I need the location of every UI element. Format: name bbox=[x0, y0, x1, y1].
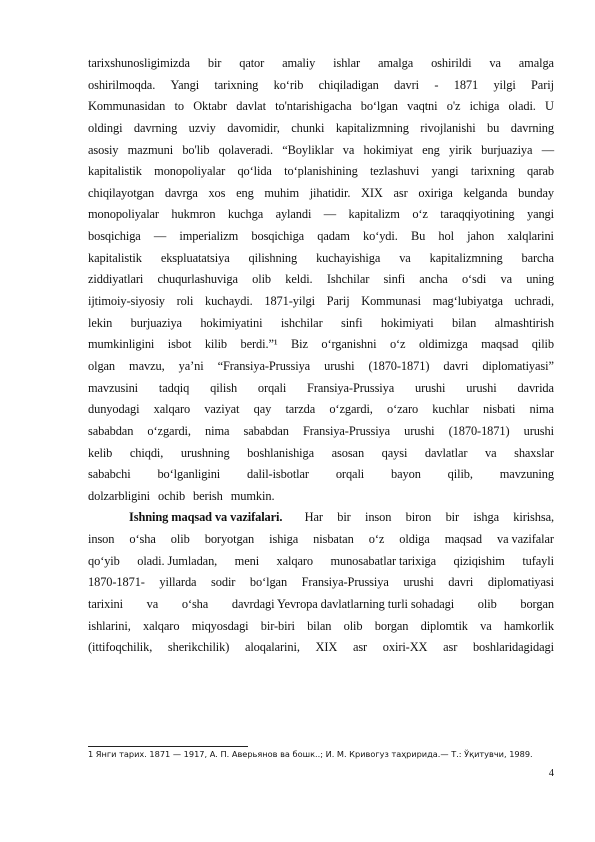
word: ziddiyatlari bbox=[88, 272, 144, 287]
word: tarixini bbox=[88, 597, 123, 612]
word: Bu bbox=[410, 229, 426, 244]
word: sababchi bbox=[88, 467, 131, 482]
word: va bbox=[500, 272, 512, 287]
word: o‘sdi bbox=[461, 272, 487, 287]
word: dalil-isbotlar bbox=[247, 467, 309, 482]
word: davrida bbox=[517, 380, 554, 395]
word: munosabatlar tarixiga bbox=[330, 553, 437, 568]
word: Kommunasidan bbox=[88, 99, 166, 114]
word: bu bbox=[487, 120, 500, 135]
word: qaysi bbox=[381, 445, 408, 460]
word: boryotgan bbox=[204, 532, 255, 547]
word: chiqiladigan bbox=[318, 77, 379, 92]
word: davri bbox=[448, 575, 474, 590]
word: “Boyliklar bbox=[282, 142, 334, 157]
word: miqyosdagi bbox=[191, 618, 249, 633]
word: o‘sha bbox=[181, 597, 209, 612]
word: o‘z bbox=[368, 532, 385, 547]
word: o‘rganishni bbox=[321, 337, 377, 352]
word: va bbox=[480, 618, 492, 633]
text-line bbox=[88, 204, 554, 226]
word: ijtimoiy-siyosiy bbox=[88, 294, 165, 309]
word: amaliy bbox=[282, 56, 316, 70]
word: mag‘lubiyatga bbox=[432, 294, 503, 309]
word: chiqdi, bbox=[129, 445, 164, 460]
word: urushi bbox=[404, 423, 435, 438]
word: hokimiyat bbox=[363, 142, 413, 157]
word: ya’ni bbox=[178, 358, 204, 373]
word: meni bbox=[234, 553, 260, 568]
word: taraqqiyotining bbox=[440, 207, 515, 222]
word: ishchilar bbox=[280, 315, 323, 330]
word: kapitalistik bbox=[88, 250, 142, 265]
word: bir bbox=[207, 56, 222, 70]
word: qiziqishim bbox=[453, 553, 505, 568]
word: jahon bbox=[467, 229, 495, 244]
word: ichiga bbox=[469, 99, 500, 114]
word: oladi. Jumladan, bbox=[137, 553, 218, 568]
text-line bbox=[88, 140, 554, 162]
word: kuchayishiga bbox=[316, 250, 381, 265]
word: urushi bbox=[324, 358, 355, 373]
word: chiqilayotgan bbox=[88, 185, 155, 200]
word: bosqichiga bbox=[88, 229, 141, 244]
word: oxiriga bbox=[418, 185, 453, 200]
word: boshlaridagidagi bbox=[472, 640, 554, 655]
word: U bbox=[545, 99, 554, 114]
word: Parij bbox=[326, 294, 350, 309]
word: borgan bbox=[520, 597, 554, 612]
word: nisbatan bbox=[313, 532, 354, 547]
word: ko‘ydi. bbox=[363, 229, 398, 244]
word: mavzusini bbox=[88, 380, 139, 395]
footnote: 1 Янги тарих. 1871 — 1917, А. П. Аверьянов ва бошк..; И. М. Кривогуз таҳририда.— Т.: Ўқитувчи, 1989. bbox=[88, 749, 533, 759]
body-text bbox=[88, 53, 554, 659]
word: hamkorlik bbox=[503, 618, 554, 633]
word: bilan bbox=[307, 618, 332, 633]
word: olib bbox=[170, 532, 190, 547]
text-line bbox=[88, 399, 554, 421]
word: chunki bbox=[291, 120, 325, 135]
word: oshirilmoqda. bbox=[88, 77, 156, 92]
word: oldiga bbox=[399, 532, 430, 547]
word: xalqlarini bbox=[507, 229, 554, 244]
word: amalga bbox=[377, 56, 414, 70]
word: aloqalarini, bbox=[244, 640, 300, 655]
word: - bbox=[434, 77, 439, 92]
word: ishlar bbox=[333, 56, 361, 70]
word: o'z bbox=[446, 99, 461, 114]
word: Har bbox=[304, 510, 323, 525]
word: mavzuning bbox=[499, 467, 554, 482]
word: kuchga bbox=[227, 207, 264, 222]
word: va vazifalar bbox=[497, 532, 554, 547]
word: berdi.”¹ bbox=[240, 337, 278, 352]
text-line bbox=[88, 378, 554, 400]
word: (ittifoqchilik, bbox=[88, 640, 153, 655]
text-line bbox=[88, 161, 554, 183]
word: qay bbox=[253, 402, 272, 417]
word: sinfi bbox=[340, 315, 363, 330]
word: uchradi, bbox=[514, 294, 554, 309]
word: mumkinligini bbox=[88, 337, 155, 352]
word: bunday bbox=[518, 185, 554, 200]
word: uzviy bbox=[188, 120, 216, 135]
text-line bbox=[88, 356, 554, 378]
word: qo‘lida bbox=[237, 164, 272, 179]
word: tarixning bbox=[214, 77, 259, 92]
word: — bbox=[153, 229, 167, 244]
word: davlat bbox=[236, 99, 266, 114]
word: kilib bbox=[204, 337, 228, 352]
word: kuchlar bbox=[432, 402, 469, 417]
word: asr bbox=[352, 640, 368, 655]
word: 1871 bbox=[453, 77, 479, 92]
word: yillarda bbox=[159, 575, 197, 590]
text-line bbox=[88, 421, 554, 443]
text-line bbox=[88, 529, 554, 551]
text-line bbox=[88, 291, 554, 313]
word: tarzda bbox=[285, 402, 316, 417]
word: kapitalizmning bbox=[335, 120, 409, 135]
word: xalqaro bbox=[153, 402, 191, 417]
word: amalga bbox=[518, 56, 554, 70]
word: to‘planishining bbox=[284, 164, 358, 179]
word: xos bbox=[208, 185, 226, 200]
word: boshlanishiga bbox=[247, 445, 314, 460]
word: hokimiyati bbox=[380, 315, 434, 330]
word: sababdan bbox=[243, 423, 289, 438]
word: Parij bbox=[531, 77, 554, 92]
word: XIX bbox=[361, 185, 383, 200]
word: borgan bbox=[374, 618, 409, 633]
word: qolaveradi. bbox=[218, 142, 273, 157]
word: va bbox=[489, 56, 501, 70]
word: isbot bbox=[167, 337, 192, 352]
word: chuqurlashuviga bbox=[157, 272, 238, 287]
word: urushi bbox=[523, 423, 554, 438]
word: Biz bbox=[290, 337, 308, 352]
word: keldi. bbox=[285, 272, 313, 287]
word: bir bbox=[445, 510, 460, 525]
word: orqali bbox=[257, 380, 287, 395]
text-line bbox=[88, 248, 554, 270]
word: — bbox=[323, 207, 337, 222]
word: aylandi bbox=[275, 207, 312, 222]
word: vaqtni bbox=[407, 99, 438, 114]
word: ochib bbox=[158, 488, 186, 503]
word: (1870-1871) bbox=[448, 423, 510, 438]
text-line bbox=[88, 334, 554, 356]
text-line bbox=[88, 269, 554, 291]
word: muhim bbox=[264, 185, 299, 200]
word: burjuaziya bbox=[481, 142, 533, 157]
word: xalqaro bbox=[276, 553, 313, 568]
word: o‘z bbox=[389, 337, 406, 352]
word: roli bbox=[176, 294, 194, 309]
word: xalqaro bbox=[142, 618, 180, 633]
word: o‘sha bbox=[129, 532, 156, 547]
word: to'ntarishigacha bbox=[275, 99, 352, 114]
word: eng bbox=[422, 142, 440, 157]
word: sinfi bbox=[383, 272, 406, 287]
word: davri bbox=[443, 358, 469, 373]
word: ishiga bbox=[269, 532, 299, 547]
word: hukmron bbox=[171, 207, 216, 222]
word: davomidir, bbox=[227, 120, 280, 135]
word: bir bbox=[337, 510, 351, 525]
word: kelib bbox=[88, 445, 113, 460]
word: burjuaziya bbox=[130, 315, 182, 330]
word: jihatidir. bbox=[309, 185, 351, 200]
word: olib bbox=[477, 597, 497, 612]
text-line bbox=[88, 464, 554, 486]
word: bo‘lganligini bbox=[157, 467, 221, 482]
word: bo‘lgan bbox=[360, 99, 398, 114]
word: mavzu, bbox=[129, 358, 165, 373]
word: maqsad bbox=[481, 337, 519, 352]
word: olib bbox=[252, 272, 272, 287]
word: asosan bbox=[331, 445, 365, 460]
word: rivojlanishi bbox=[420, 120, 476, 135]
word: o‘z bbox=[412, 207, 428, 222]
word: tarixning bbox=[470, 164, 515, 179]
word: urushi bbox=[403, 575, 434, 590]
word: diplomatiyasi” bbox=[482, 358, 554, 373]
word: tarixshunosligimizda bbox=[88, 56, 190, 70]
word: XIX bbox=[315, 640, 338, 655]
word: va bbox=[399, 250, 411, 265]
word: qator bbox=[239, 56, 265, 70]
word: va bbox=[342, 142, 355, 157]
word: sababdan bbox=[88, 423, 134, 438]
text-line bbox=[88, 96, 554, 118]
text-line bbox=[88, 572, 554, 594]
word: asr bbox=[393, 185, 408, 200]
word: dunyodagi bbox=[88, 402, 140, 417]
word: oldingi bbox=[88, 120, 123, 135]
footnote-separator bbox=[88, 746, 248, 747]
word: urushi bbox=[466, 380, 497, 395]
word: qilib bbox=[531, 337, 554, 352]
word: hokimiyatini bbox=[200, 315, 263, 330]
word: imperializm bbox=[179, 229, 239, 244]
word: qarab bbox=[526, 164, 554, 179]
word: bayon bbox=[391, 467, 421, 482]
word: bo'lib bbox=[182, 142, 210, 157]
text-line bbox=[88, 75, 554, 97]
word: Oktabr bbox=[193, 99, 227, 114]
text-line bbox=[88, 486, 554, 508]
word: orqali bbox=[335, 467, 365, 482]
word: kapitalizm bbox=[348, 207, 400, 222]
word: mumkin. bbox=[230, 488, 275, 503]
word: ishga bbox=[473, 510, 499, 525]
word: davrning bbox=[510, 120, 554, 135]
word: olib bbox=[343, 618, 363, 633]
word: to bbox=[174, 99, 184, 114]
word: qadam bbox=[317, 229, 350, 244]
word: “Fransiya-Prussiya bbox=[217, 358, 311, 373]
word: almashtirish bbox=[494, 315, 554, 330]
text-line bbox=[88, 507, 554, 529]
word: tufayli bbox=[522, 553, 554, 568]
word: davri bbox=[394, 77, 419, 92]
word: shaxslar bbox=[514, 445, 554, 460]
word: Fransiya-Prussiya bbox=[302, 423, 391, 438]
word: qo‘yib bbox=[88, 553, 120, 568]
word: Kommunasi bbox=[361, 294, 421, 309]
text-line bbox=[88, 637, 554, 659]
word: Ishchilar bbox=[326, 272, 370, 287]
word: vaziyat bbox=[204, 402, 240, 417]
page-number: 4 bbox=[548, 768, 554, 779]
word: Fransiya-Prussiya bbox=[307, 380, 395, 395]
word: oxiri-XX bbox=[382, 640, 428, 655]
text-line bbox=[88, 616, 554, 638]
word: Ishning maqsad va vazifalari. bbox=[129, 510, 283, 525]
word: kelganda bbox=[463, 185, 508, 200]
word: olgan bbox=[88, 358, 116, 373]
word: 1871-yilgi bbox=[264, 294, 315, 309]
word: sodir bbox=[211, 575, 236, 590]
word: urushning bbox=[180, 445, 230, 460]
text-line bbox=[88, 594, 554, 616]
word: uning bbox=[526, 272, 554, 287]
word: nisbati bbox=[482, 402, 516, 417]
word: va bbox=[146, 597, 159, 612]
word: qilish bbox=[210, 380, 238, 395]
word: biron bbox=[405, 510, 432, 525]
word: yangi bbox=[526, 207, 554, 222]
word: yilgi bbox=[493, 77, 516, 92]
word: qilib, bbox=[447, 467, 473, 482]
word: nima bbox=[529, 402, 554, 417]
text-line bbox=[88, 226, 554, 248]
word: asr bbox=[443, 640, 458, 655]
word: o‘zaro bbox=[387, 402, 419, 417]
word: ko‘rib bbox=[273, 77, 304, 92]
word: oldimizga bbox=[418, 337, 468, 352]
word: bir-biri bbox=[260, 618, 295, 633]
word: ishlarini, bbox=[88, 618, 131, 633]
word: eng bbox=[236, 185, 254, 200]
word: monopoliyalar bbox=[154, 164, 226, 179]
word: urushi bbox=[414, 380, 446, 395]
text-line bbox=[88, 443, 554, 465]
word: yirik bbox=[448, 142, 472, 157]
word: inson bbox=[364, 510, 392, 525]
text-line bbox=[88, 53, 554, 75]
word: berish bbox=[193, 488, 223, 503]
word: davrdagi Yevropa davlatlarning turli sohadagi bbox=[231, 597, 455, 612]
word: davrning bbox=[133, 120, 178, 135]
word: Fransiya-Prussiya bbox=[301, 575, 389, 590]
word: bosqichiga bbox=[251, 229, 305, 244]
word: dolzarbligini bbox=[88, 488, 151, 503]
word: va bbox=[484, 445, 497, 460]
word: diplomtik bbox=[420, 618, 468, 633]
word: sherikchilik) bbox=[167, 640, 230, 655]
word: mazmuni bbox=[127, 142, 174, 157]
word: yangi bbox=[431, 164, 459, 179]
word: — bbox=[541, 142, 554, 157]
word: kapitalizmning bbox=[429, 250, 503, 265]
word: inson bbox=[88, 532, 115, 547]
word: diplomatiyasi bbox=[487, 575, 554, 590]
text-line bbox=[88, 313, 554, 335]
text-line bbox=[88, 551, 554, 573]
word: (1870-1871) bbox=[368, 358, 430, 373]
word: tezlashuvi bbox=[369, 164, 420, 179]
word: o‘zgardi, bbox=[329, 402, 373, 417]
word: hol bbox=[438, 229, 454, 244]
word: barcha bbox=[521, 250, 554, 265]
word: tadqiq bbox=[158, 380, 190, 395]
word: kirishsa, bbox=[513, 510, 554, 525]
word: monopoliyalar bbox=[88, 207, 159, 222]
word: oshirildi bbox=[431, 56, 472, 70]
word: nima bbox=[205, 423, 230, 438]
word: maqsad bbox=[444, 532, 482, 547]
word: bilan bbox=[451, 315, 477, 330]
text-line bbox=[88, 118, 554, 140]
text-line bbox=[88, 183, 554, 205]
word: asosiy bbox=[88, 142, 119, 157]
word: kuchaydi. bbox=[205, 294, 253, 309]
word: oladi. bbox=[508, 99, 536, 114]
word: ancha bbox=[419, 272, 448, 287]
word: bo‘lgan bbox=[249, 575, 288, 590]
word: 1870-1871- bbox=[88, 575, 145, 590]
word: qilishning bbox=[248, 250, 298, 265]
word: Yangi bbox=[170, 77, 200, 92]
word: ekspluatatsiya bbox=[160, 250, 230, 265]
word: davrga bbox=[164, 185, 198, 200]
word: lekin bbox=[88, 315, 113, 330]
word: o‘zgardi, bbox=[147, 423, 191, 438]
word: davlatlar bbox=[424, 445, 468, 460]
word: kapitalistik bbox=[88, 164, 142, 179]
